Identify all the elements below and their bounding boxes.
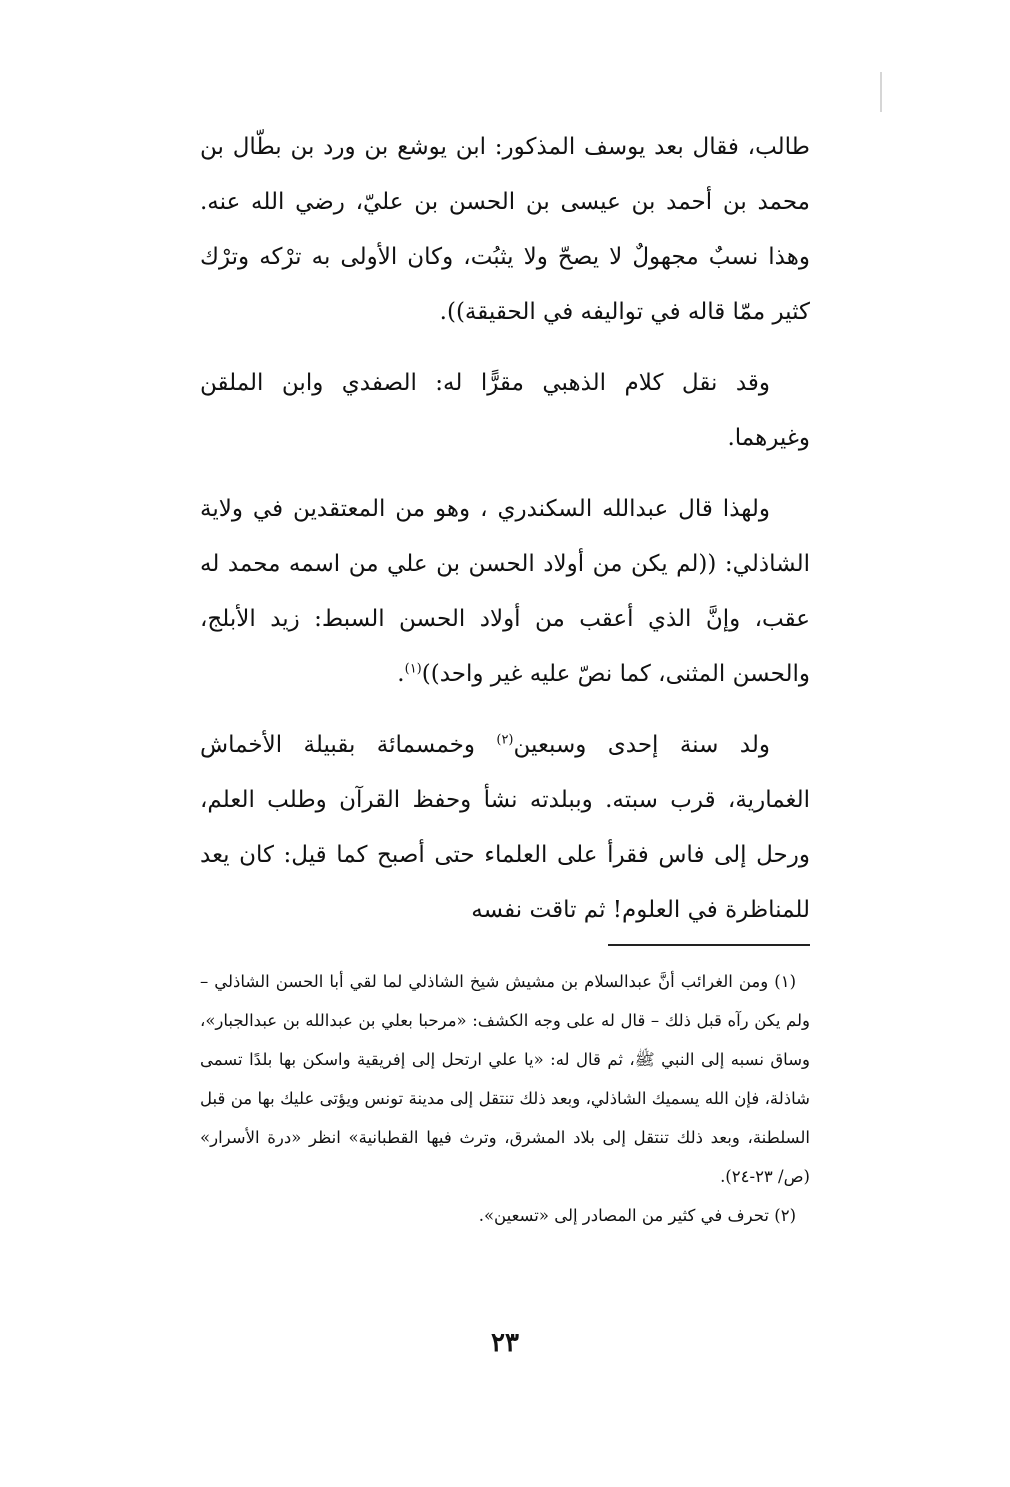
paragraph-1: طالب، فقال بعد يوسف المذكور: ابن يوشع بن ورد بن بطّال بن محمد بن أحمد بن عيسى بن الحسن بن عليّ، رضي الله عنه. وهذا نسبٌ مجهولٌ لا يصحّ ولا يثبُت، وكان الأولى به ترْكه وترْك كثير ممّا قاله في تواليفه في الحقيقة)). bbox=[200, 134, 810, 325]
paragraph-4-text-rest: وخمسمائة بقبيلة الأخماش الغمارية، قرب سبته. وببلدته نشأ وحفظ القرآن وطلب العلم، ورحل إلى فاس فقرأ على العلماء حتى أصبح كما قيل: كان يعد للمناظرة في العلوم! ثم تاقت نفسه bbox=[200, 732, 810, 923]
footnote-ref-1: (١) bbox=[404, 661, 422, 677]
paragraph-2: وقد نقل كلام الذهبي مقرًّا له: الصفدي وابن الملقن وغيرهما. bbox=[200, 370, 810, 451]
paragraph-3-text: ولهذا قال عبدالله السكندري ، وهو من المعتقدين في ولاية الشاذلي: ((لم يكن من أولاد الحسن بن علي من اسمه محمد له عقب، وإنَّ الذي أعقب من أولاد الحسن السبط: زيد الأبلج، والحسن المثنى، كما نصّ عليه غير واحد)) bbox=[200, 496, 810, 687]
paragraph-4-text-start: ولد سنة إحدى وسبعين bbox=[513, 732, 770, 758]
footnote-1: (١) ومن الغرائب أنَّ عبدالسلام بن مشيش شيخ الشاذلي لما لقي أبا الحسن الشاذلي – ولم يكن رآه قبل ذلك – قال له على وجه الكشف: «مرحبا بعلي بن عبدالله بن عبدالجبار»، وساق نسبه إلى النبي ﷺ، ثم قال له: «يا علي ارتحل إلى إفريقية واسكن بها بلدًا تسمى شاذلة، فإن الله يسميك الشاذلي، وبعد ذلك تنتقل إلى مدينة تونس ويؤتى عليك بها من قبل السلطنة، وبعد ذلك تنتقل إلى بلاد المشرق، وترث فيها القطبانية» انظر «درة الأسرار» (ص/ ٢٣-٢٤). bbox=[200, 972, 810, 1186]
page-number: ٢٣ bbox=[491, 1328, 519, 1358]
footnote-ref-2: (٢) bbox=[496, 732, 514, 748]
paragraph-4 bbox=[200, 718, 810, 938]
main-text bbox=[200, 120, 810, 954]
scan-artifact-line bbox=[880, 72, 882, 112]
footnote-separator bbox=[608, 944, 810, 946]
paragraph-3-period: . bbox=[397, 661, 405, 687]
paragraph-3 bbox=[200, 482, 810, 702]
footnote-2: (٢) تحرف في كثير من المصادر إلى «تسعين». bbox=[478, 1206, 796, 1225]
footnotes bbox=[200, 962, 810, 1235]
